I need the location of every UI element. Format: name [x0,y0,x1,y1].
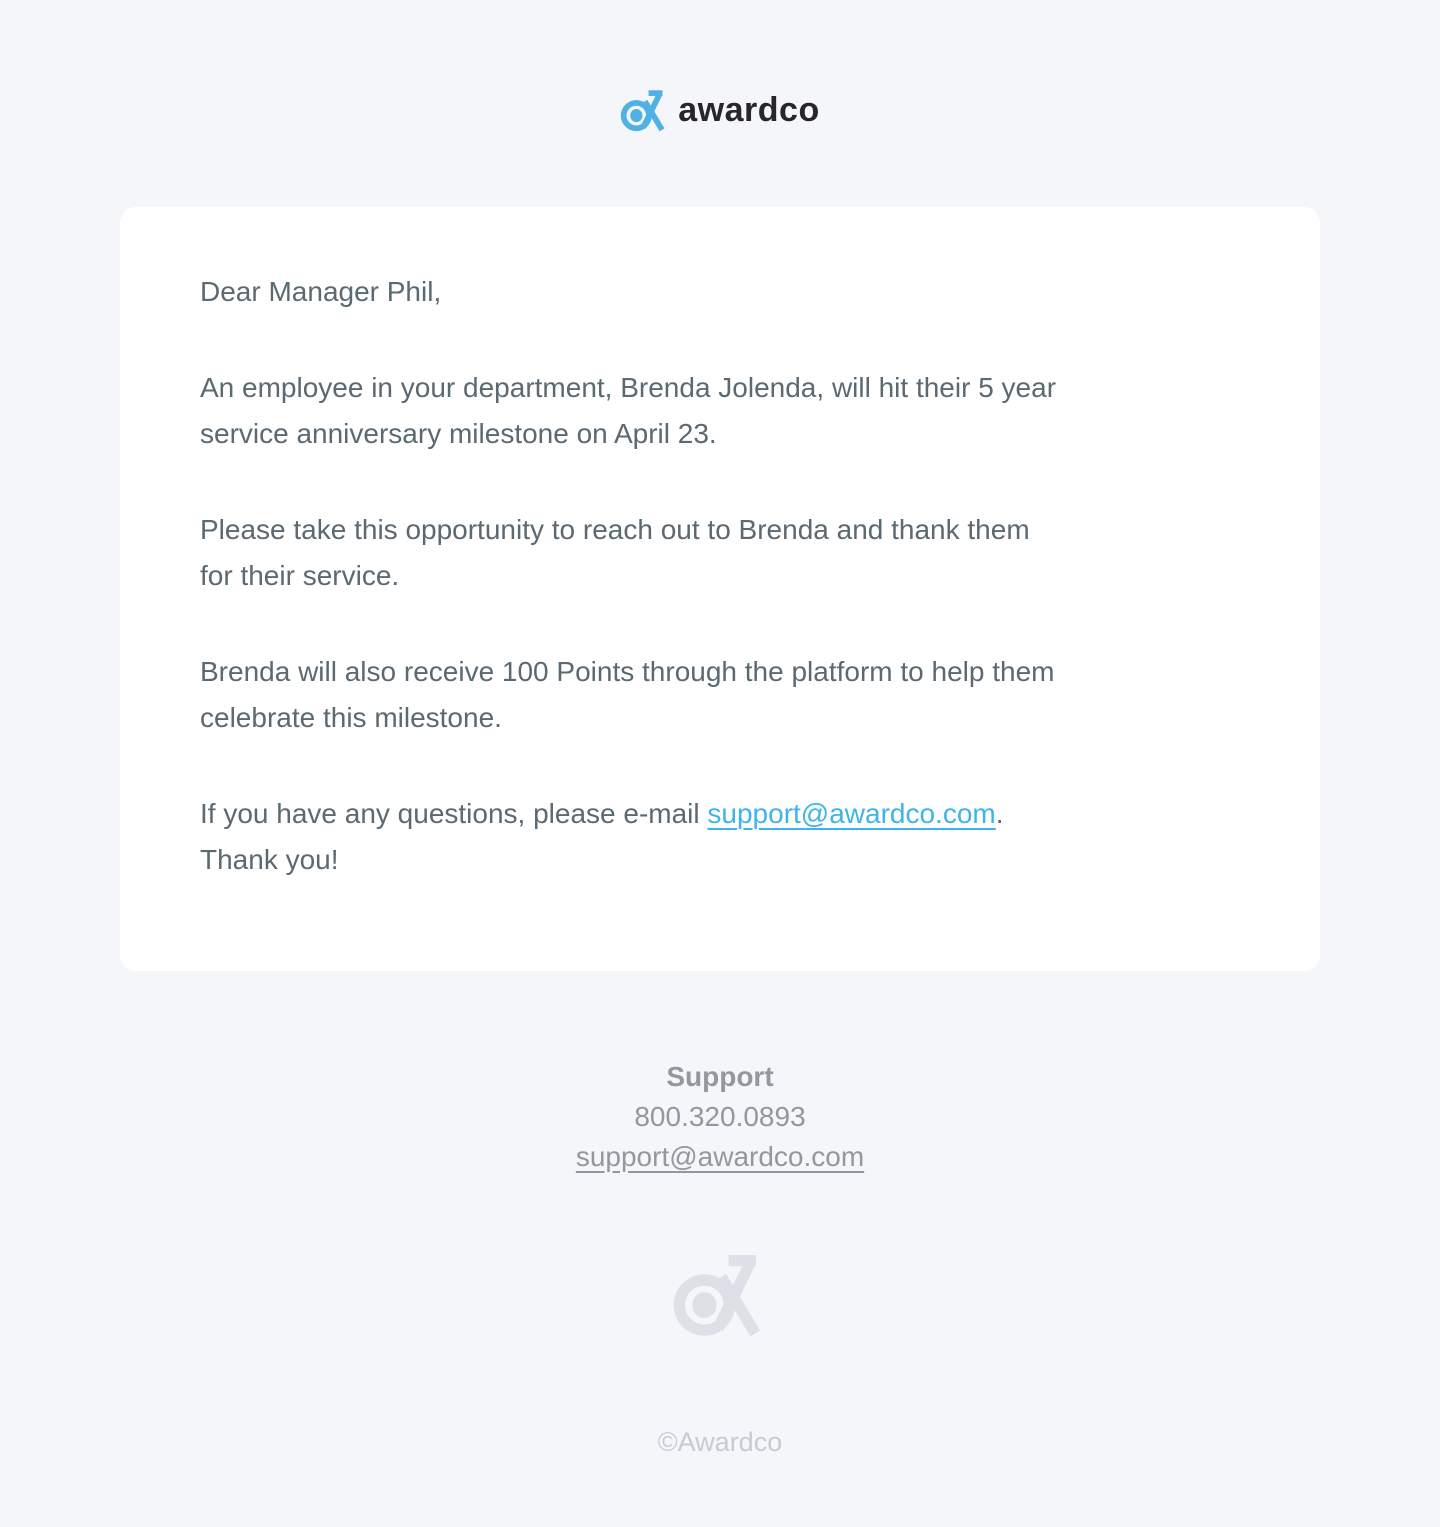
paragraph-line: Please take this opportunity to reach out to Brenda and thank them [200,514,1030,545]
header [0,0,1440,133]
awardco-logo [620,90,819,133]
greeting: Dear Manager Phil, [200,276,442,307]
awardco-logo-icon [620,90,669,133]
paragraph-line: service anniversary milestone on April 23. [200,418,717,449]
awardco-watermark-icon [672,1255,769,1339]
support-email-link[interactable]: support@awardco.com [707,798,996,829]
paragraph-line: celebrate this milestone. [200,702,502,733]
paragraph-line: for their service. [200,560,400,591]
copyright: ©Awardco [657,1427,783,1457]
paragraph-points [200,649,1240,741]
closing-prefix: If you have any questions, please e-mail [200,798,708,829]
watermark-container [0,1255,1440,1339]
paragraph-line: An employee in your department, Brenda Jolenda, will hit their 5 year [200,372,1057,403]
email-body-card [120,207,1320,971]
closing-thanks: Thank you! [200,844,339,875]
paragraph-reach-out [200,507,1240,599]
footer [0,1057,1440,1522]
support-block [0,1057,1440,1177]
paragraph-line: Brenda will also receive 100 Points through the platform to help them [200,656,1055,687]
support-title: Support [666,1061,774,1092]
closing-period: . [995,798,1004,829]
paragraph-anniversary [200,365,1240,457]
paragraph-questions [200,791,1240,883]
support-email-footer-link[interactable]: support@awardco.com [575,1141,865,1172]
support-phone: 800.320.0893 [634,1101,806,1132]
awardco-logo-text: awardco [678,90,820,129]
